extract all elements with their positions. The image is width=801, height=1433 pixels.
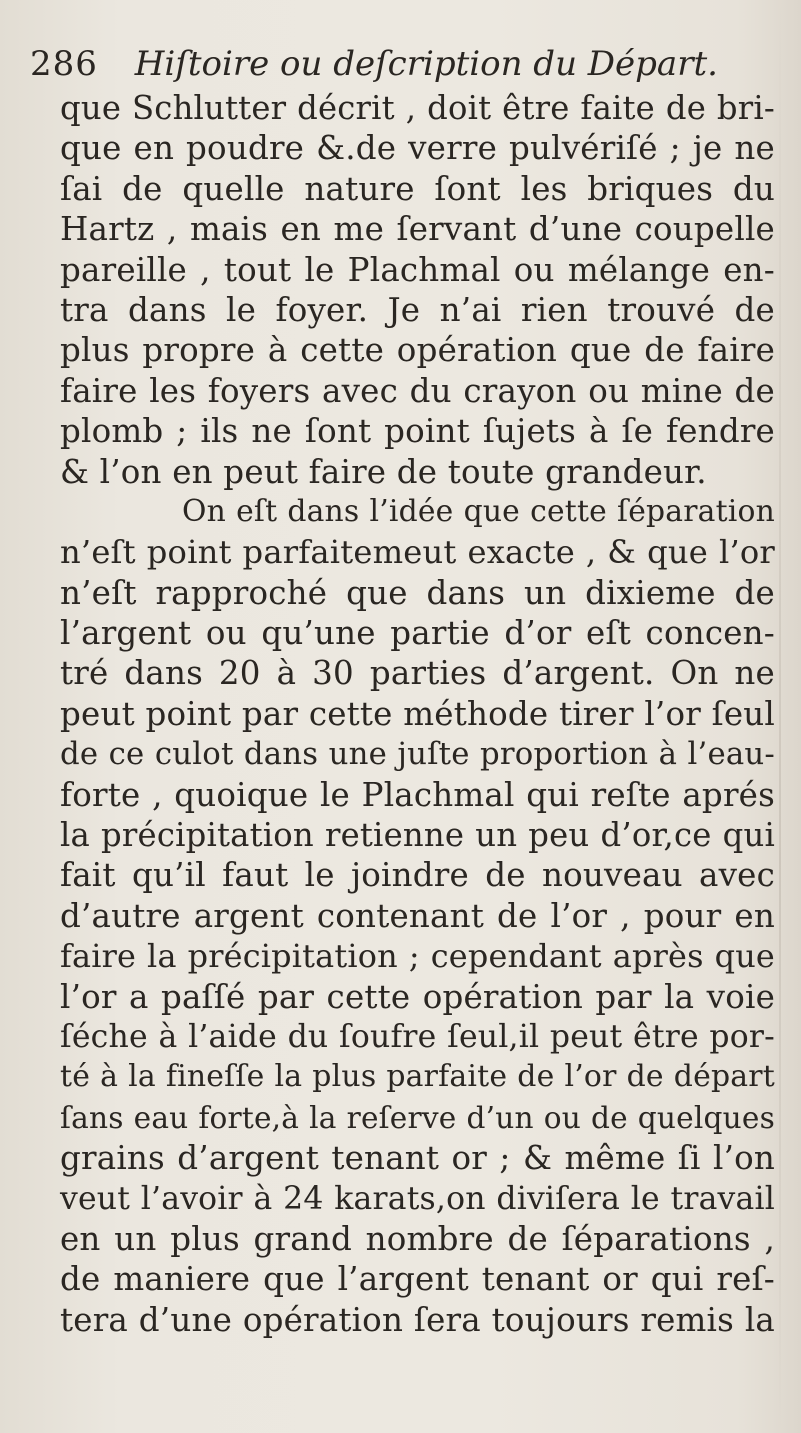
text-line: veut l’avoir à 24 karats,on diviſera le travail	[60, 1180, 775, 1217]
text-line: Hartz , mais en me ſervant d’une coupelle	[60, 210, 775, 249]
text-line: ſai de quelle nature ſont les briques du	[60, 169, 775, 208]
body-text	[60, 88, 775, 1340]
text-line: la précipitation retienne un peu d’or,ce qui	[60, 816, 775, 855]
text-line: plomb ; ils ne ſont point ſujets à ſe fendre	[60, 412, 775, 451]
text-line: faire la précipitation ; cependant après que	[60, 937, 775, 976]
text-line: l’argent ou qu’une partie d’or eſt concen-	[60, 614, 775, 653]
text-line: té à la fineſſe la plus parfaite de l’or de départ	[60, 1059, 775, 1095]
text-line: en un plus grand nombre de ſéparations ,	[60, 1219, 775, 1258]
text-line: tré dans 20 à 30 parties d’argent. On ne	[60, 654, 775, 693]
text-line: n’eſt rapproché que dans un dixieme de	[60, 573, 775, 612]
text-line: & l’on en peut faire de toute grandeur.	[60, 452, 707, 491]
text-line: ſans eau forte,à la reſerve d’un ou de quelques	[60, 1100, 775, 1135]
text-line: de maniere que l’argent tenant or qui reſ-	[60, 1260, 775, 1299]
paragraph-start-line: On eſt dans l’idée que cette ſéparation	[182, 493, 775, 529]
text-line: tera d’une opération ſera toujours remis la	[60, 1300, 775, 1339]
text-line: l’or a paſſé par cette opération par la voie	[60, 977, 775, 1016]
text-line: faire les foyers avec du crayon ou mine de	[60, 371, 775, 410]
text-line: n’eſt point parfaitemeut exacte , & que l’or	[60, 533, 775, 572]
text-line: ſéche à l’aide du ſoufre ſeul,il peut être por-	[60, 1018, 775, 1055]
page-number: 286	[30, 44, 98, 84]
page-edge-shadow	[779, 0, 781, 1433]
text-line: d’autre argent contenant de l’or , pour en	[60, 896, 775, 935]
text-line: peut point par cette méthode tirer l’or ſeul	[60, 694, 775, 733]
text-line: pareille , tout le Plachmal ou mélange en-	[60, 250, 775, 289]
text-line: fait qu’il faut le joindre de nouveau avec	[60, 856, 775, 895]
text-line: tra dans le foyer. Je n’ai rien trouvé de	[60, 290, 775, 329]
running-title: Hiſtoire ou deſcription du Départ.	[134, 44, 718, 84]
page-header	[30, 42, 770, 86]
text-line: grains d’argent tenant or ; & même ſi l’on	[60, 1139, 775, 1178]
text-line: de ce culot dans une juſte proportion à l’eau-	[60, 736, 775, 773]
text-line: que Schlutter décrit , doit être faite de bri-	[60, 89, 775, 127]
text-line: forte , quoique le Plachmal qui reſte aprés	[60, 775, 775, 814]
text-line: que en poudre &.de verre pulvériſé ; je ne	[60, 129, 775, 168]
text-line: plus propre à cette opération que de faire	[60, 331, 775, 370]
